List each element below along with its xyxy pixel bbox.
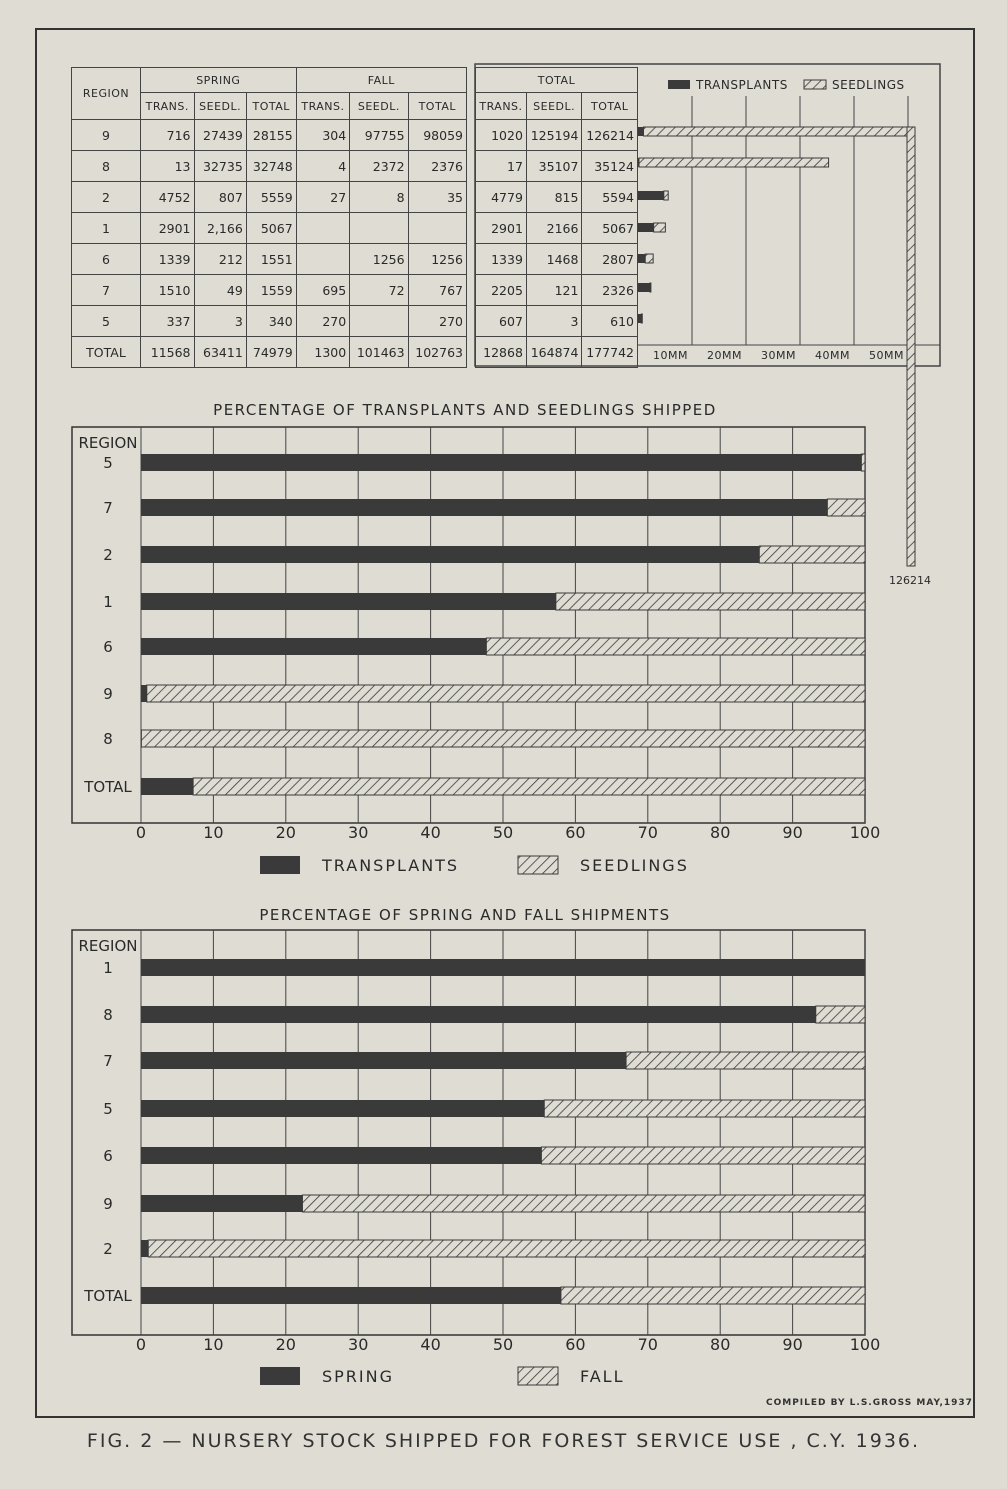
spring-fall-chart — [72, 906, 880, 1386]
fall-cell: 1256 — [350, 244, 408, 275]
x-tick-label: 20 — [275, 823, 296, 842]
bar-spring — [141, 1052, 626, 1069]
legend-swatch-transplants — [668, 80, 690, 89]
bar-seedlings — [141, 730, 865, 747]
bar-transplants — [638, 191, 664, 200]
col-total: TOTAL — [408, 93, 466, 120]
spring-cell: 716 — [141, 120, 195, 151]
bar-seedlings — [664, 191, 668, 200]
x-tick-label: 80 — [710, 1335, 731, 1354]
bar-transplants — [141, 685, 147, 702]
x-tick-label: 50 — [492, 823, 514, 842]
x-tick-label: 20 — [275, 1335, 296, 1354]
bar-fall — [544, 1100, 865, 1117]
mini-x-tick-label: 30MM — [761, 349, 796, 362]
total-cell: 5594 — [582, 182, 638, 213]
plot-frame — [72, 427, 865, 823]
category-label: TOTAL — [84, 778, 132, 796]
bar-transplants — [638, 127, 644, 136]
spring-cell: 2,166 — [194, 213, 246, 244]
region-cell: 5 — [72, 306, 141, 337]
bar-transplants — [141, 454, 861, 471]
spring-cell: 32735 — [194, 151, 246, 182]
spring-cell: 2901 — [141, 213, 195, 244]
y-axis-label: REGION — [78, 434, 138, 452]
fall-cell: 4 — [296, 151, 350, 182]
category-label: 7 — [103, 1052, 113, 1070]
bar-transplants — [141, 593, 556, 610]
spring-cell: 1510 — [141, 275, 195, 306]
y-axis-label: REGION — [78, 937, 138, 955]
total-cell: 1339 — [476, 244, 527, 275]
bar-fall — [302, 1195, 865, 1212]
region-cell: 1 — [72, 213, 141, 244]
legend-label-transplants: TRANSPLANTS — [696, 78, 788, 92]
mini-x-tick-label: 40MM — [815, 349, 850, 362]
bar-seedlings-overflow — [644, 127, 908, 136]
bar-seedlings — [645, 254, 653, 263]
mini-x-tick-label: 50MM — [869, 349, 904, 362]
total-cell: 125194 — [526, 120, 582, 151]
mini-x-tick-label: 10MM — [653, 349, 688, 362]
category-label: 5 — [103, 454, 113, 472]
x-tick-label: 40 — [420, 823, 441, 842]
total-cell: 35124 — [582, 151, 638, 182]
total-cell: 177742 — [582, 337, 638, 368]
x-tick-label: 90 — [782, 1335, 803, 1354]
plot-frame — [72, 930, 865, 1335]
bar-seedlings — [759, 546, 865, 563]
legend-swatch-fall — [518, 1367, 558, 1385]
bar-fall — [816, 1006, 865, 1023]
fall-cell: 35 — [408, 182, 466, 213]
total-cell: 164874 — [526, 337, 582, 368]
bar-fall — [541, 1147, 865, 1164]
spring-cell: 32748 — [246, 151, 296, 182]
bar-spring — [141, 1147, 541, 1164]
bar-transplants — [141, 778, 193, 795]
total-cell: 815 — [526, 182, 582, 213]
spring-cell: 337 — [141, 306, 195, 337]
total-cell: 2901 — [476, 213, 527, 244]
category-label: 1 — [103, 959, 113, 977]
bar-transplants — [141, 638, 486, 655]
bar-seedlings — [827, 499, 865, 516]
x-tick-label: 100 — [849, 1335, 881, 1354]
x-tick-label: 100 — [849, 823, 881, 842]
total-cell: 2166 — [526, 213, 582, 244]
region-cell: 7 — [72, 275, 141, 306]
bar-seedlings — [556, 593, 865, 610]
bar-transplants — [638, 254, 645, 263]
bar-spring — [141, 1006, 816, 1023]
fall-cell: 2376 — [408, 151, 466, 182]
total-cell: 1020 — [476, 120, 527, 151]
spring-cell: 807 — [194, 182, 246, 213]
fall-cell: 102763 — [408, 337, 466, 368]
category-label: 8 — [103, 1006, 113, 1024]
region-header: REGION — [72, 68, 141, 120]
mini-x-tick-label: 20MM — [707, 349, 742, 362]
total-cell: 12868 — [476, 337, 527, 368]
fall-cell: 1300 — [296, 337, 350, 368]
x-tick-label: 40 — [420, 1335, 441, 1354]
total-cell: 121 — [526, 275, 582, 306]
x-tick-label: 10 — [203, 1335, 224, 1354]
bar-seedlings — [639, 158, 829, 167]
col-seedl: SEEDL. — [194, 93, 246, 120]
spring-cell: 5067 — [246, 213, 296, 244]
category-label: 7 — [103, 499, 113, 517]
total-cell: 5067 — [582, 213, 638, 244]
x-tick-label: 80 — [710, 823, 731, 842]
bar-transplants — [141, 546, 759, 563]
category-label: 9 — [103, 685, 113, 703]
mini-chart-frame — [475, 64, 940, 366]
spring-cell: 74979 — [246, 337, 296, 368]
spring-cell: 27439 — [194, 120, 246, 151]
x-tick-label: 70 — [637, 1335, 658, 1354]
x-tick-label: 30 — [348, 823, 369, 842]
bar-spring — [141, 959, 865, 976]
spring-cell: 49 — [194, 275, 246, 306]
spring-cell: 63411 — [194, 337, 246, 368]
spring-cell: 212 — [194, 244, 246, 275]
category-label: 5 — [103, 1100, 113, 1118]
bar-transplants — [638, 223, 654, 232]
bar-seedlings — [861, 454, 865, 471]
spring-cell: 1339 — [141, 244, 195, 275]
total-cell: 1468 — [526, 244, 582, 275]
category-label: 6 — [103, 1147, 113, 1165]
col-seedl: SEEDL. — [350, 93, 408, 120]
total-cell: 35107 — [526, 151, 582, 182]
col-total: TOTAL — [246, 93, 296, 120]
fall-cell: 270 — [408, 306, 466, 337]
total-cell: 2807 — [582, 244, 638, 275]
spring-cell: 13 — [141, 151, 195, 182]
total-cell: 2205 — [476, 275, 527, 306]
col-trans: TRANS. — [476, 93, 527, 120]
bar-fall — [148, 1240, 865, 1257]
fall-cell: 8 — [350, 182, 408, 213]
category-label: 1 — [103, 593, 113, 611]
fall-cell: 2372 — [350, 151, 408, 182]
overflow-value-label: 126214 — [889, 574, 931, 587]
x-tick-label: 60 — [565, 823, 586, 842]
col-total: TOTAL — [582, 93, 638, 120]
category-label: 6 — [103, 638, 113, 656]
bar-seedlings — [147, 685, 865, 702]
x-tick-label: 70 — [637, 823, 658, 842]
total-cell: 17 — [476, 151, 527, 182]
x-tick-label: 0 — [135, 1335, 147, 1354]
chart-title: PERCENTAGE OF TRANSPLANTS AND SEEDLINGS SHIPPED — [213, 401, 717, 419]
legend-swatch-seedlings — [518, 856, 558, 874]
spring-cell: 5559 — [246, 182, 296, 213]
bar-seedlings — [650, 283, 651, 292]
figure-caption: FIG. 2 — NURSERY STOCK SHIPPED FOR FOREST SERVICE USE , C.Y. 1936. — [86, 1430, 921, 1452]
fall-cell: 767 — [408, 275, 466, 306]
category-label: 2 — [103, 546, 113, 564]
bar-seedlings — [193, 778, 865, 795]
region-cell: 8 — [72, 151, 141, 182]
legend-label: TRANSPLANTS — [322, 856, 460, 875]
bar-overflow-extension — [907, 127, 915, 566]
legend-label-seedlings: SEEDLINGS — [832, 78, 905, 92]
total-cell: 126214 — [582, 120, 638, 151]
bar-spring — [141, 1240, 148, 1257]
region-cell: 6 — [72, 244, 141, 275]
legend-swatch-spring — [260, 1367, 300, 1385]
x-tick-label: 60 — [565, 1335, 586, 1354]
compiled-by-note: COMPILED BY L.S.GROSS MAY,1937 — [766, 1398, 973, 1408]
category-label: TOTAL — [84, 1287, 132, 1305]
bar-spring — [141, 1100, 544, 1117]
legend-swatch-seedlings — [804, 80, 826, 89]
legend-label: SPRING — [322, 1367, 395, 1386]
x-tick-label: 30 — [348, 1335, 369, 1354]
region-cell: TOTAL — [72, 337, 141, 368]
fall-cell: 304 — [296, 120, 350, 151]
bar-transplants — [638, 283, 650, 292]
category-label: 9 — [103, 1195, 113, 1213]
bar-spring — [141, 1195, 302, 1212]
total-cell: 607 — [476, 306, 527, 337]
bar-fall — [561, 1287, 865, 1304]
bar-seedlings — [654, 223, 666, 232]
col-trans: TRANS. — [296, 93, 350, 120]
fall-cell: 98059 — [408, 120, 466, 151]
bar-seedlings — [486, 638, 865, 655]
spring-cell: 1551 — [246, 244, 296, 275]
spring-cell: 28155 — [246, 120, 296, 151]
chart-title: PERCENTAGE OF SPRING AND FALL SHIPMENTS — [259, 906, 671, 924]
fall-header: FALL — [296, 68, 466, 93]
fall-cell: 72 — [350, 275, 408, 306]
spring-cell: 11568 — [141, 337, 195, 368]
total-cell: 2326 — [582, 275, 638, 306]
spring-cell: 340 — [246, 306, 296, 337]
fall-cell: 27 — [296, 182, 350, 213]
bar-seedlings — [641, 314, 642, 323]
fall-cell: 695 — [296, 275, 350, 306]
x-tick-label: 50 — [492, 1335, 514, 1354]
x-tick-label: 90 — [782, 823, 803, 842]
total-cell: 610 — [582, 306, 638, 337]
x-tick-label: 10 — [203, 823, 224, 842]
fall-cell: 1256 — [408, 244, 466, 275]
legend-swatch-transplants — [260, 856, 300, 874]
category-label: 8 — [103, 730, 113, 748]
fall-cell: 97755 — [350, 120, 408, 151]
legend-label: FALL — [580, 1367, 625, 1386]
spring-header: SPRING — [141, 68, 297, 93]
total-cell: 3 — [526, 306, 582, 337]
spring-cell: 4752 — [141, 182, 195, 213]
region-cell: 2 — [72, 182, 141, 213]
total-cell: 4779 — [476, 182, 527, 213]
fall-cell: 270 — [296, 306, 350, 337]
spring-cell: 1559 — [246, 275, 296, 306]
bar-spring — [141, 1287, 561, 1304]
col-trans: TRANS. — [141, 93, 195, 120]
region-cell: 9 — [72, 120, 141, 151]
legend-label: SEEDLINGS — [580, 856, 689, 875]
total-header: TOTAL — [476, 68, 638, 93]
bar-transplants — [141, 499, 827, 516]
col-seedl: SEEDL. — [526, 93, 582, 120]
transplants-seedlings-chart — [72, 401, 880, 875]
fall-cell: 101463 — [350, 337, 408, 368]
category-label: 2 — [103, 1240, 113, 1258]
spring-cell: 3 — [194, 306, 246, 337]
x-tick-label: 0 — [135, 823, 147, 842]
bar-fall — [626, 1052, 865, 1069]
